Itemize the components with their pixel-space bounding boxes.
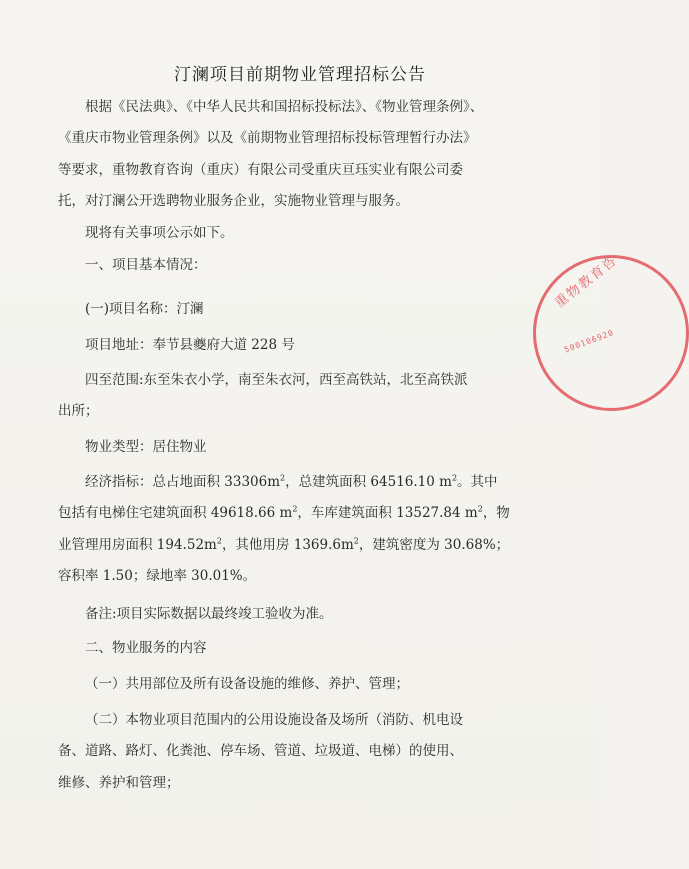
service-item-2 bbox=[58, 705, 548, 799]
boundary-line: 出所； bbox=[58, 403, 99, 420]
intro-line: 托，对汀澜公开选聘物业服务企业，实施物业管理与服务。 bbox=[58, 193, 409, 210]
note bbox=[58, 599, 548, 630]
section2-heading: 二、物业服务的内容 bbox=[85, 640, 207, 656]
announce-paragraph bbox=[58, 218, 548, 249]
economic-line: 业管理用房面积 $194.52m^2$，其他用房 $1369.6m^2$，建筑密度为 30.68%； bbox=[58, 536, 510, 553]
intro-line: 根据《民法典》、《中华人民共和国招标投标法》、《物业管理条例》、 bbox=[85, 99, 484, 115]
service-item-line: 维修、养护和管理； bbox=[58, 774, 180, 791]
project-address bbox=[58, 330, 548, 361]
service-item-1 bbox=[58, 669, 548, 700]
property-type-line: 物业类型：居住物业 bbox=[85, 439, 207, 455]
intro-line: 等要求，重物教育咨询（重庆）有限公司受重庆亘珏实业有限公司委 bbox=[58, 161, 463, 178]
service-item-line: （一）共用部位及所有设备设施的维修、养护、管理； bbox=[85, 676, 409, 692]
seal-text: 重物教育咨 bbox=[552, 252, 621, 311]
project-boundary bbox=[58, 365, 548, 428]
section2 bbox=[58, 633, 548, 664]
economic-line: 容积率 1.50；绿地率 30.01%。 bbox=[58, 568, 257, 585]
service-item-line: （二）本物业项目范围内的公用设施设备及场所（消防、机电设 bbox=[85, 712, 463, 728]
seal-code: 500106920 bbox=[563, 328, 616, 355]
section1-heading: 一、项目基本情况： bbox=[85, 257, 207, 273]
project-name bbox=[58, 294, 548, 325]
project-name-line: (一)项目名称：汀澜 bbox=[85, 301, 204, 317]
service-item-line: 备、道路、路灯、化粪池、停车场、管道、垃圾道、电梯）的使用、 bbox=[58, 743, 463, 760]
boundary-line: 四至范围:东至朱衣小学，南至朱衣河，西至高铁站，北至高铁派 bbox=[85, 372, 468, 388]
announce-line: 现将有关事项公示如下。 bbox=[85, 225, 234, 241]
note-line: 备注:项目实际数据以最终竣工验收为准。 bbox=[85, 606, 333, 622]
property-type bbox=[58, 432, 548, 463]
official-seal bbox=[533, 252, 689, 411]
document-title: 汀澜项目前期物业管理招标公告 bbox=[174, 65, 426, 85]
project-address-line: 项目地址：奉节县夔府大道 228 号 bbox=[85, 337, 295, 353]
intro-line: 《重庆市物业管理条例》以及《前期物业管理招标投标管理暂行办法》 bbox=[58, 130, 477, 147]
economic-line: 包括有电梯住宅建筑面积 49618.66 $m^2$，车库建筑面积 13527.84 $m^2$，物 bbox=[58, 504, 510, 522]
economic-indicators bbox=[58, 467, 548, 593]
intro-paragraph bbox=[58, 92, 548, 218]
section1 bbox=[58, 250, 548, 281]
economic-line: 经济指标：总占地面积 $33306m^2$，总建筑面积 64516.10 $m^2$。其中 bbox=[85, 473, 498, 490]
